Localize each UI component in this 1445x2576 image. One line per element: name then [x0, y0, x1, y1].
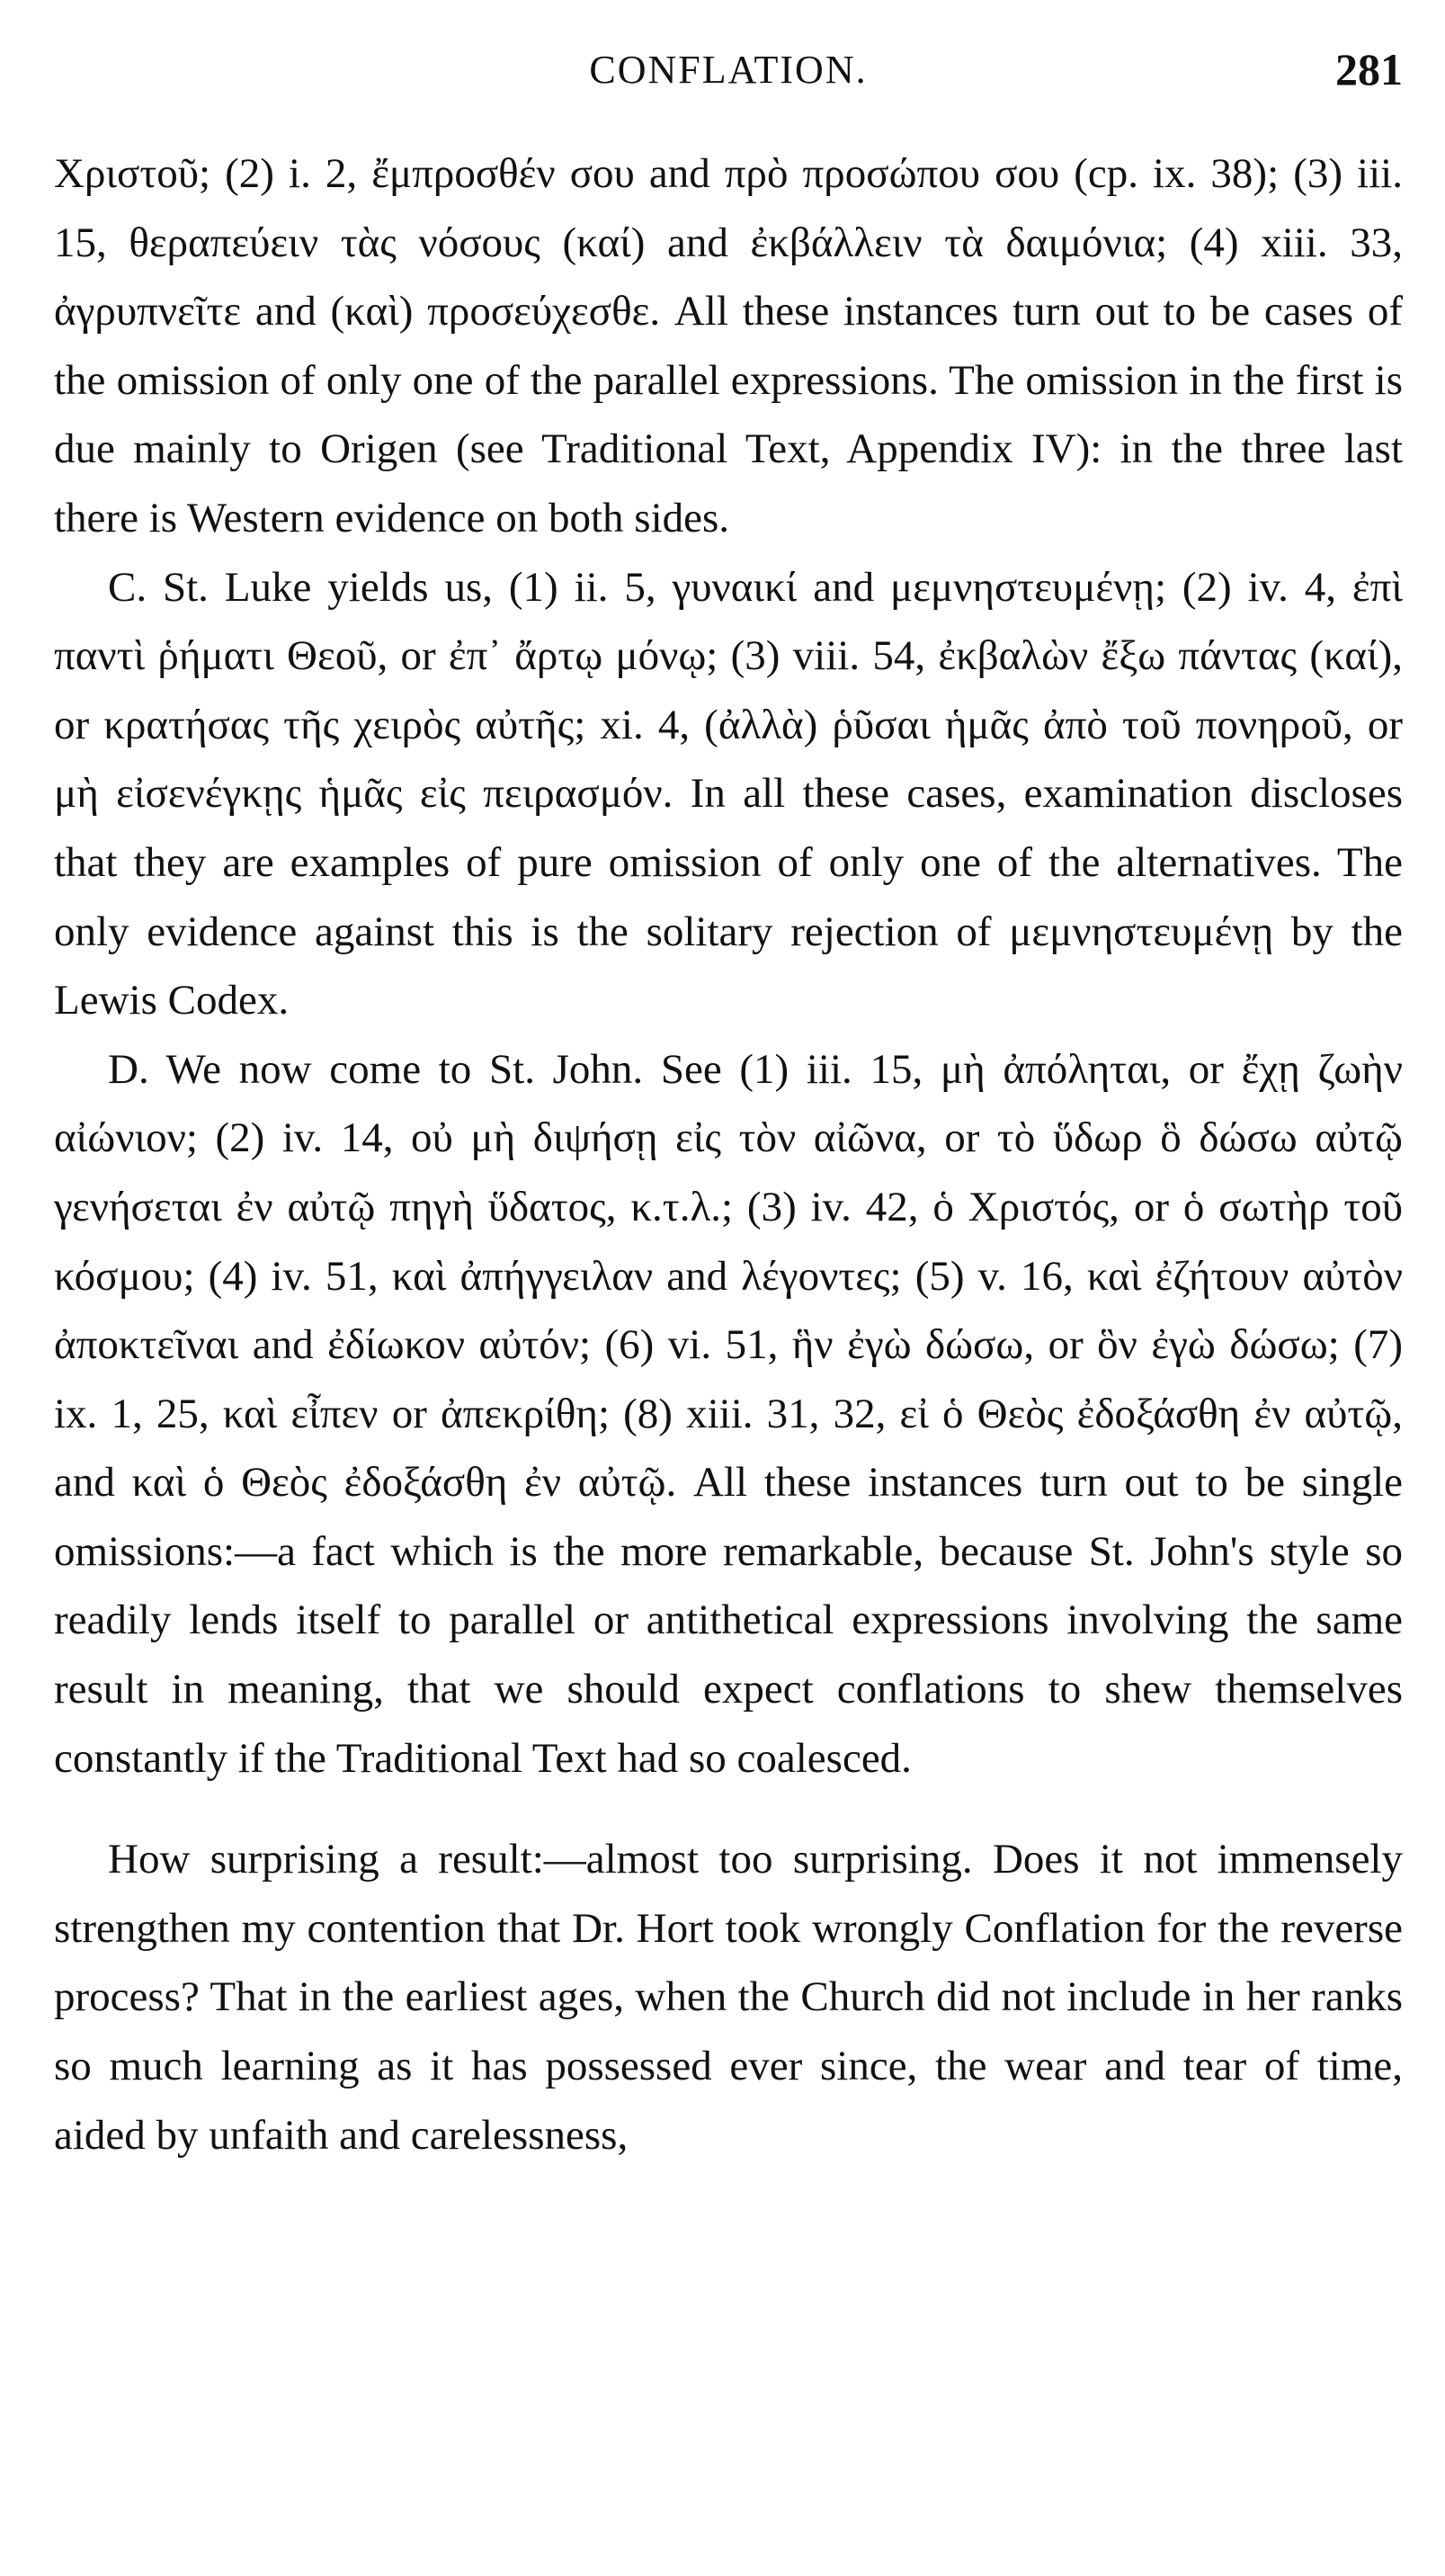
running-title: CONFLATION.	[589, 48, 868, 92]
page-number: 281	[1335, 44, 1403, 94]
book-page	[54, 36, 1403, 2554]
body-text	[54, 139, 1403, 2169]
paragraph-section-d: D. We now come to St. John. See (1) iii. 15, μὴ ἀπόληται, or ἔχῃ ζωὴν αἰώνιον; (2) iv. 14, οὐ μὴ διψήσῃ εἰς τὸν αἰῶνα, or τὸ ὕδωρ ὃ δώσω αὐτῷ γενήσεται ἐν αὐτῷ πηγὴ ὕδατος, κ.τ.λ.; (3) iv. 42, ὁ Χριστός, or ὁ σωτὴρ τοῦ κόσμου; (4) iv. 51, καὶ ἀπήγγειλαν and λέγοντες; (5) v. 16, καὶ ἐζήτουν αὐτὸν ἀποκτεῖναι and ἐδίωκον αὐτόν; (6) vi. 51, ἣν ἐγὼ δώσω, or ὃν ἐγὼ δώσω; (7) ix. 1, 25, καὶ εἶπεν or ἀπεκρίθη; (8) xiii. 31, 32, εἰ ὁ Θεὸς ἐδοξάσθη ἐν αὐτῷ, and καὶ ὁ Θεὸς ἐδοξάσθη ἐν αὐτῷ. All these instances turn out to be single omissions:—a fact which is the more remarkable, because St. John's style so readily lends itself to parallel or antithetical expressions involving the same result in meaning, that we should expect conflations to shew themselves constantly if the Traditional Text had so coalesced.	[54, 1045, 1403, 1782]
paragraph-section-c: C. St. Luke yields us, (1) ii. 5, γυναικί and μεμνηστευμένῃ; (2) iv. 4, ἐπὶ παντὶ ῥήματι Θεοῦ, or ἐπ᾽ ἄρτῳ μόνῳ; (3) viii. 54, ἐκβαλὼν ἔξω πάντας (καί), or κρατήσας τῆς χειρὸς αὐτῆς; xi. 4, (ἀλλὰ) ῥῦσαι ἡμᾶς ἀπὸ τοῦ πονηροῦ, or μὴ εἰσενέγκῃς ἡμᾶς εἰς πειρασμόν. In all these cases, examination discloses that they are examples of pure omission of only one of the alternatives. The only evidence against this is the solitary rejection of μεμνηστευμένῃ by the Lewis Codex.	[54, 563, 1403, 1024]
paragraph-conclusion: How surprising a result:—almost too surprising. Does it not immensely strengthen my contention that Dr. Hort took wrongly Conflation for the reverse process? That in the earliest ages, when the Church did not include in her ranks so much learning as it has possessed ever since, the wear and tear of time, aided by unfaith and carelessness,	[54, 1836, 1403, 2159]
running-head	[54, 36, 1403, 99]
paragraph-continuation: Χριστοῦ; (2) i. 2, ἔμπροσθέν σου and πρὸ προσώπου σου (cp. ix. 38); (3) iii. 15, θεραπεύειν τὰς νόσους (καί) and ἐκβάλλειν τὰ δαιμόνια; (4) xiii. 33, ἀγρυπνεῖτε and (καὶ) προσεύχεσθε. All these instances turn out to be cases of the omission of only one of the parallel expressions. The omission in the first is due mainly to Origen (see Traditional Text, Appendix IV): in the three last there is Western evidence on both sides.	[54, 150, 1403, 541]
